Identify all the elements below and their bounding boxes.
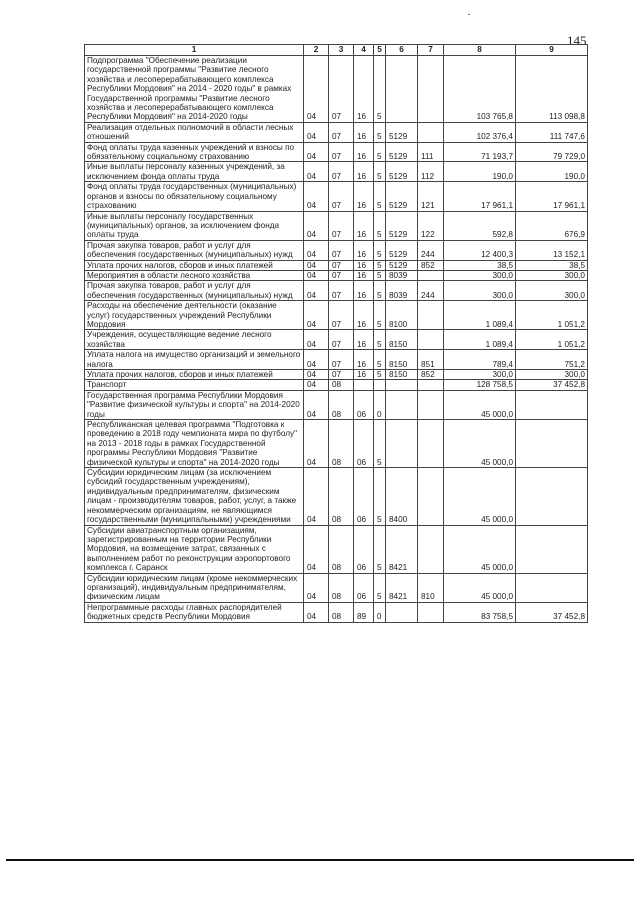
cell-c2: 04	[304, 182, 329, 211]
cell-c9: 300,0	[516, 370, 588, 380]
cell-c7	[418, 525, 444, 573]
cell-c5: 5	[374, 162, 386, 182]
cell-c3: 07	[329, 211, 354, 240]
cell-c9: 17 961,1	[516, 182, 588, 211]
header-cell: 1	[85, 45, 304, 56]
table-row	[85, 350, 588, 370]
table-row	[85, 270, 588, 280]
table-row	[85, 122, 588, 142]
row-description: Мероприятия в области лесного хозяйства	[85, 270, 304, 280]
cell-c8: 12 400,3	[444, 240, 516, 260]
cell-c5: 5	[374, 56, 386, 123]
cell-c9: 676,9	[516, 211, 588, 240]
cell-c6	[386, 380, 418, 390]
cell-c8: 789,4	[444, 350, 516, 370]
cell-c3: 07	[329, 56, 354, 123]
cell-c4	[354, 380, 374, 390]
cell-c6: 5129	[386, 240, 418, 260]
cell-c8: 1 089,4	[444, 330, 516, 350]
header-cell: 3	[329, 45, 354, 56]
row-description: Иные выплаты персоналу казенных учреждений, за исключением фонда оплаты труда	[85, 162, 304, 182]
cell-c9: 300,0	[516, 270, 588, 280]
cell-c3: 07	[329, 182, 354, 211]
cell-c3: 08	[329, 380, 354, 390]
cell-c7: 111	[418, 142, 444, 162]
cell-c5: 5	[374, 370, 386, 380]
table-row	[85, 162, 588, 182]
cell-c6: 8150	[386, 330, 418, 350]
page-bottom-rule	[6, 859, 634, 861]
cell-c5: 5	[374, 468, 386, 525]
cell-c4: 16	[354, 182, 374, 211]
cell-c9	[516, 525, 588, 573]
cell-c7: 244	[418, 281, 444, 301]
cell-c2: 04	[304, 122, 329, 142]
table-row	[85, 330, 588, 350]
cell-c2: 04	[304, 468, 329, 525]
cell-c5	[374, 380, 386, 390]
cell-c3: 07	[329, 122, 354, 142]
cell-c7: 112	[418, 162, 444, 182]
cell-c2: 04	[304, 573, 329, 602]
cell-c4: 16	[354, 56, 374, 123]
cell-c8: 300,0	[444, 270, 516, 280]
cell-c7	[418, 602, 444, 622]
cell-c4: 16	[354, 260, 374, 270]
cell-c6: 8039	[386, 270, 418, 280]
row-description: Прочая закупка товаров, работ и услуг для обеспечения государственных (муниципальных) нужд	[85, 281, 304, 301]
table-row	[85, 420, 588, 468]
cell-c2: 04	[304, 330, 329, 350]
cell-c6: 8100	[386, 301, 418, 330]
cell-c7: 852	[418, 370, 444, 380]
cell-c5: 5	[374, 270, 386, 280]
cell-c6: 5129	[386, 260, 418, 270]
cell-c2: 04	[304, 142, 329, 162]
row-description: Расходы на обеспечение деятельности (оказание услуг) государственных учреждений Республики Мордовия	[85, 301, 304, 330]
cell-c7	[418, 468, 444, 525]
cell-c9: 113 098,8	[516, 56, 588, 123]
cell-c5: 0	[374, 602, 386, 622]
cell-c5: 5	[374, 330, 386, 350]
cell-c8: 45 000,0	[444, 390, 516, 419]
cell-c7	[418, 420, 444, 468]
cell-c7	[418, 270, 444, 280]
cell-c5: 5	[374, 182, 386, 211]
cell-c2: 04	[304, 56, 329, 123]
table-row	[85, 211, 588, 240]
cell-c3: 07	[329, 370, 354, 380]
table-row	[85, 260, 588, 270]
header-cell: 8	[444, 45, 516, 56]
table-row	[85, 142, 588, 162]
cell-c4: 16	[354, 162, 374, 182]
cell-c6	[386, 390, 418, 419]
cell-c2: 04	[304, 350, 329, 370]
cell-c4: 16	[354, 350, 374, 370]
table-row	[85, 380, 588, 390]
cell-c4: 16	[354, 270, 374, 280]
cell-c8: 128 758,5	[444, 380, 516, 390]
cell-c9	[516, 573, 588, 602]
row-description: Субсидии юридическим лицам (кроме некоммерческих организаций), индивидуальным предпринимателям, физическим лицам	[85, 573, 304, 602]
row-description: Уплата прочих налогов, сборов и иных платежей	[85, 260, 304, 270]
row-description: Транспорт	[85, 380, 304, 390]
cell-c9: 13 152,1	[516, 240, 588, 260]
cell-c4: 16	[354, 142, 374, 162]
cell-c6	[386, 602, 418, 622]
cell-c6: 5129	[386, 182, 418, 211]
row-description: Иные выплаты персоналу государственных (муниципальных) органов, за исключением фонда оплаты труда	[85, 211, 304, 240]
cell-c7	[418, 122, 444, 142]
cell-c3: 07	[329, 270, 354, 280]
cell-c5: 5	[374, 211, 386, 240]
cell-c5: 5	[374, 142, 386, 162]
cell-c2: 04	[304, 301, 329, 330]
cell-c6: 8421	[386, 573, 418, 602]
cell-c7	[418, 390, 444, 419]
cell-c5: 5	[374, 525, 386, 573]
cell-c3: 07	[329, 240, 354, 260]
cell-c9: 1 051,2	[516, 330, 588, 350]
header-cell: 2	[304, 45, 329, 56]
cell-c6: 8039	[386, 281, 418, 301]
cell-c5: 5	[374, 573, 386, 602]
cell-c9: 111 747,6	[516, 122, 588, 142]
cell-c5: 5	[374, 122, 386, 142]
cell-c5: 5	[374, 420, 386, 468]
cell-c6: 8150	[386, 370, 418, 380]
cell-c3: 07	[329, 281, 354, 301]
row-description: Субсидии авиатранспортным организациям, зарегистрированным на территории Республики Мордовия, на возмещение затрат, связанных с выполнением работ по реконструкции аэропортового комплекса г. Саранск	[85, 525, 304, 573]
cell-c9: 79 729,0	[516, 142, 588, 162]
cell-c3: 07	[329, 162, 354, 182]
cell-c7: 244	[418, 240, 444, 260]
scan-speck	[468, 14, 470, 15]
row-description: Уплата прочих налогов, сборов и иных платежей	[85, 370, 304, 380]
cell-c3: 07	[329, 350, 354, 370]
row-description: Непрограммные расходы главных распорядителей бюджетных средств Республики Мордовия	[85, 602, 304, 622]
cell-c5: 5	[374, 350, 386, 370]
cell-c4: 06	[354, 573, 374, 602]
cell-c3: 07	[329, 301, 354, 330]
cell-c8: 1 089,4	[444, 301, 516, 330]
cell-c9	[516, 390, 588, 419]
row-description: Государственная программа Республики Мордовия "Развитие физической культуры и спорта" на 2014-2020 годы	[85, 390, 304, 419]
cell-c3: 07	[329, 330, 354, 350]
table-row	[85, 602, 588, 622]
cell-c2: 04	[304, 270, 329, 280]
cell-c4: 16	[354, 370, 374, 380]
cell-c3: 08	[329, 420, 354, 468]
cell-c7	[418, 56, 444, 123]
cell-c5: 5	[374, 240, 386, 260]
cell-c8: 71 193,7	[444, 142, 516, 162]
cell-c9: 38,5	[516, 260, 588, 270]
row-description: Подпрограмма "Обеспечение реализации государственной программы "Развитие лесного хозяйства и лесоперерабатывающего комплекса Республики Мордовия" на 2014 - 2020 годы" в рамках Государственной программы "Развитие лесного хозяйства и лесоперерабатывающего комплекса Республики Мордовия" на 2014-2020 годы	[85, 56, 304, 123]
cell-c9	[516, 468, 588, 525]
cell-c4: 16	[354, 122, 374, 142]
cell-c2: 04	[304, 390, 329, 419]
cell-c7: 810	[418, 573, 444, 602]
cell-c8: 592,8	[444, 211, 516, 240]
row-description: Прочая закупка товаров, работ и услуг для обеспечения государственных (муниципальных) нужд	[85, 240, 304, 260]
cell-c4: 06	[354, 420, 374, 468]
cell-c8: 190,0	[444, 162, 516, 182]
cell-c7: 122	[418, 211, 444, 240]
cell-c4: 06	[354, 390, 374, 419]
cell-c5: 0	[374, 390, 386, 419]
cell-c3: 07	[329, 142, 354, 162]
header-cell: 5	[374, 45, 386, 56]
cell-c6: 5129	[386, 122, 418, 142]
table-row	[85, 370, 588, 380]
row-description: Учреждения, осуществляющие ведение лесного хозяйства	[85, 330, 304, 350]
cell-c2: 04	[304, 602, 329, 622]
table-row	[85, 301, 588, 330]
row-description: Реализация отдельных полномочий в области лесных отношений	[85, 122, 304, 142]
cell-c3: 07	[329, 260, 354, 270]
page-number: 145	[567, 33, 587, 48]
cell-c8: 103 765,8	[444, 56, 516, 123]
budget-table	[84, 44, 588, 623]
row-description: Фонд оплаты труда государственных (муниципальных) органов и взносы по обязательному социальному страхованию	[85, 182, 304, 211]
header-cell: 7	[418, 45, 444, 56]
row-description: Республиканская целевая программа "Подготовка к проведению в 2018 году чемпионата мира по футболу" на 2013 - 2018 годы в рамках Государственной программы Республики Мордовия "Развитие физической культуры и спорта" на 2014-2020 годы	[85, 420, 304, 468]
cell-c5: 5	[374, 281, 386, 301]
header-cell: 9	[516, 45, 588, 56]
cell-c7: 121	[418, 182, 444, 211]
cell-c7	[418, 301, 444, 330]
cell-c2: 04	[304, 420, 329, 468]
table-row	[85, 468, 588, 525]
cell-c4: 16	[354, 301, 374, 330]
cell-c9: 190,0	[516, 162, 588, 182]
cell-c4: 06	[354, 468, 374, 525]
cell-c8: 83 758,5	[444, 602, 516, 622]
table-row	[85, 573, 588, 602]
cell-c4: 16	[354, 330, 374, 350]
cell-c9: 300,0	[516, 281, 588, 301]
cell-c9: 37 452,8	[516, 380, 588, 390]
cell-c6: 8150	[386, 350, 418, 370]
cell-c9: 1 051,2	[516, 301, 588, 330]
cell-c8: 45 000,0	[444, 420, 516, 468]
cell-c2: 04	[304, 240, 329, 260]
header-cell: 6	[386, 45, 418, 56]
cell-c8: 102 376,4	[444, 122, 516, 142]
table-row	[85, 390, 588, 419]
cell-c7: 852	[418, 260, 444, 270]
table-row	[85, 182, 588, 211]
cell-c2: 04	[304, 380, 329, 390]
cell-c4: 16	[354, 211, 374, 240]
cell-c4: 16	[354, 240, 374, 260]
cell-c6: 5129	[386, 211, 418, 240]
cell-c3: 08	[329, 525, 354, 573]
cell-c6: 8421	[386, 525, 418, 573]
table-row	[85, 56, 588, 123]
cell-c2: 04	[304, 370, 329, 380]
cell-c6: 5129	[386, 162, 418, 182]
cell-c2: 04	[304, 525, 329, 573]
cell-c2: 04	[304, 281, 329, 301]
cell-c4: 06	[354, 525, 374, 573]
row-description: Уплата налога на имущество организаций и земельного налога	[85, 350, 304, 370]
cell-c3: 08	[329, 468, 354, 525]
cell-c2: 04	[304, 260, 329, 270]
cell-c3: 08	[329, 602, 354, 622]
cell-c6: 5129	[386, 142, 418, 162]
cell-c4: 89	[354, 602, 374, 622]
table-row	[85, 240, 588, 260]
cell-c8: 45 000,0	[444, 573, 516, 602]
cell-c8: 45 000,0	[444, 468, 516, 525]
cell-c5: 5	[374, 301, 386, 330]
cell-c8: 38,5	[444, 260, 516, 270]
cell-c7	[418, 380, 444, 390]
cell-c7: 851	[418, 350, 444, 370]
header-cell: 4	[354, 45, 374, 56]
header-row	[85, 45, 588, 56]
cell-c6	[386, 420, 418, 468]
row-description: Фонд оплаты труда казенных учреждений и взносы по обязательному социальному страхованию	[85, 142, 304, 162]
table-row	[85, 281, 588, 301]
cell-c8: 300,0	[444, 370, 516, 380]
cell-c8: 17 961,1	[444, 182, 516, 211]
cell-c2: 04	[304, 162, 329, 182]
row-description: Субсидии юридическим лицам (за исключением субсидий государственным учреждениям), индивидуальным предпринимателям, физическим лицам - производителям товаров, работ, услуг, а также некоммерческим организациям, не являющимся государственными (муниципальными) учреждениями	[85, 468, 304, 525]
cell-c6	[386, 56, 418, 123]
cell-c7	[418, 330, 444, 350]
cell-c9: 37 452,8	[516, 602, 588, 622]
cell-c3: 08	[329, 390, 354, 419]
cell-c8: 300,0	[444, 281, 516, 301]
cell-c3: 08	[329, 573, 354, 602]
cell-c9	[516, 420, 588, 468]
cell-c6: 8400	[386, 468, 418, 525]
cell-c2: 04	[304, 211, 329, 240]
table-row	[85, 525, 588, 573]
cell-c9: 751,2	[516, 350, 588, 370]
cell-c4: 16	[354, 281, 374, 301]
cell-c8: 45 000,0	[444, 525, 516, 573]
cell-c5: 5	[374, 260, 386, 270]
